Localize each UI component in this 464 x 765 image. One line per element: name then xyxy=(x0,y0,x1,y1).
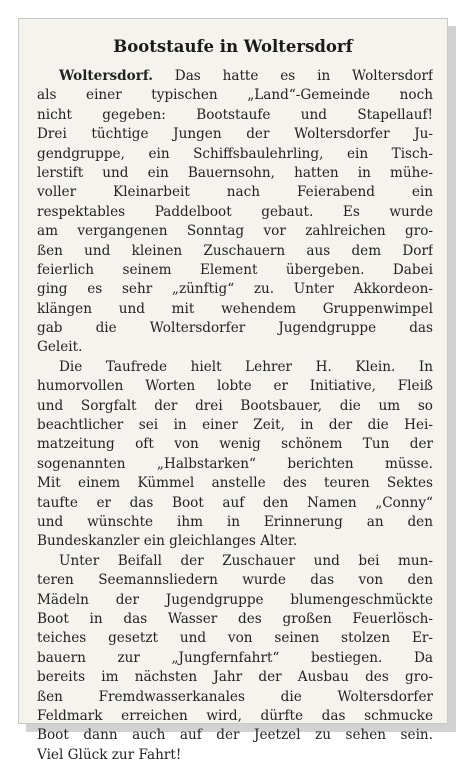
text-line: matzeitung oft von wenig schönem Tun der xyxy=(37,436,433,453)
text-line: Woltersdorf. Das hatte es in Woltersdorf xyxy=(59,68,433,84)
text-line: beachtlicher sei in einer Zeit, in der die Hei- xyxy=(37,417,433,434)
text-line: am vergangenen Sonntag vor zahlreichen gro- xyxy=(37,223,433,240)
text-line: respektables Paddelboot gebaut. Es wurde xyxy=(37,203,433,220)
text-line: ging es sehr „zünftig“ zu. Unter Akkordeon- xyxy=(37,281,433,298)
article-body xyxy=(37,67,433,765)
text-line: Viel Glück zur Fahrt! xyxy=(37,746,182,763)
text-line: als einer typischen „Land“-Gemeinde noch xyxy=(37,87,433,104)
text-line: voller Kleinarbeit nach Feierabend ein xyxy=(37,184,433,201)
text-line: ßen Fremdwasserkanales die Woltersdorfer xyxy=(37,688,433,705)
text-line: Bundeskanzler ein gleichlanges Alter. xyxy=(37,533,298,550)
text-line: Boot dann auch auf der Jeetzel zu sehen sein. xyxy=(37,727,433,744)
text-line: feierlich seinem Element übergeben. Dabei xyxy=(37,261,433,278)
text-line: taufte er das Boot auf den Namen „Conny“ xyxy=(37,494,433,511)
text-line: ßen und kleinen Zuschauern aus dem Dorf xyxy=(37,242,433,259)
text-line: Boot in das Wasser des großen Feuerlösch- xyxy=(37,610,433,627)
text-line: nicht gegeben: Bootstaufe und Stapellauf! xyxy=(37,106,433,123)
text-line: bereits im nächsten Jahr der Ausbau des gro- xyxy=(37,669,433,686)
text-line: gab die Woltersdorfer Jugendgruppe das xyxy=(37,320,433,337)
text-line: Die Taufrede hielt Lehrer H. Klein. In xyxy=(59,358,433,375)
dateline: Woltersdorf. xyxy=(59,68,153,84)
text-line: Feldmark erreichen wird, dürfte das schmucke xyxy=(37,707,433,724)
text-line: Drei tüchtige Jungen der Woltersdorfer Ju- xyxy=(37,126,433,143)
text-line: und wünschte ihm in Erinnerung an den xyxy=(37,513,433,530)
text-line: teren Seemannsliedern wurde das von den xyxy=(37,572,433,589)
text-line: bauern zur „Jungfernfahrt“ bestiegen. Da xyxy=(37,649,433,666)
text-line: Mit einem Kümmel anstelle des teuren Sektes xyxy=(37,475,433,492)
text-line: teiches gesetzt und von seinen stolzen Er- xyxy=(37,630,433,647)
paragraph-2 xyxy=(37,358,433,552)
text-line: gendgruppe, ein Schiffsbaulehrling, ein Tisch- xyxy=(37,145,433,162)
text-line: klängen und mit wehendem Gruppenwimpel xyxy=(37,300,433,317)
text-line: Geleit. xyxy=(37,339,83,356)
text-line: Unter Beifall der Zuschauer und bei mun- xyxy=(59,552,433,569)
text-line: und Sorgfalt der drei Bootsbauer, die um so xyxy=(37,397,433,414)
newspaper-clipping xyxy=(18,18,448,763)
text-line: lerstift und ein Bauernsohn, hatten in mühe- xyxy=(37,164,433,181)
paragraph-3 xyxy=(37,552,433,765)
paragraph-1 xyxy=(37,67,433,358)
text-line: humorvollen Worten lobte er Initiative, Fleiß xyxy=(37,378,433,395)
text-line: Mädeln der Jugendgruppe blumengeschmückte xyxy=(37,591,433,608)
article-headline: Bootstaufe in Woltersdorf xyxy=(113,37,353,56)
text-line: sogenannten „Halbstarken“ berichten müsse. xyxy=(37,455,433,472)
